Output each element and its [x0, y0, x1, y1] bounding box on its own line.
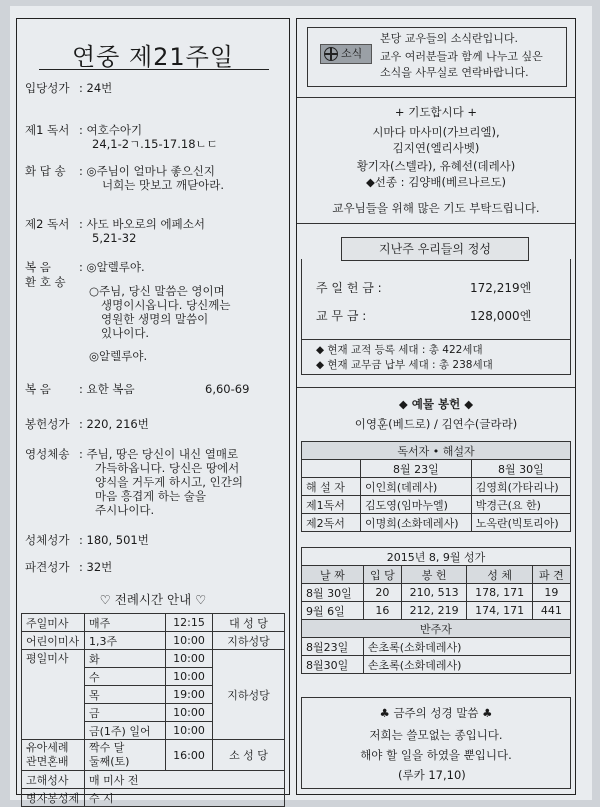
- hymns-cell: 174, 171: [467, 602, 532, 620]
- schedule-place: 대 성 당: [213, 614, 285, 632]
- schedule-freq: 수 시: [85, 789, 285, 807]
- alleluia-label2: 환 호 송: [25, 275, 66, 289]
- table-row: [302, 478, 571, 496]
- alleluia-line3: 생명이시옵니다. 당신께는: [101, 298, 231, 312]
- recessional-label: 파견성가: [25, 560, 70, 574]
- communion-prayer-line4: 마음 흥겹게 하는 술을: [95, 489, 206, 503]
- baptism-name1: 유아세례: [26, 741, 69, 754]
- news-line2: 교우 여러분들과 함께 나누고 싶은: [380, 50, 543, 63]
- table-row: [22, 771, 285, 789]
- reading1-ref: 24,1-2ㄱ.15-17.18ㄴㄷ: [92, 137, 218, 151]
- news-badge-label: 소식: [341, 47, 363, 60]
- hymns-cell: 210, 513: [401, 584, 466, 602]
- alleluia-line6: ◎알렐루야.: [89, 349, 148, 363]
- gospel-label: 복 음: [25, 382, 51, 396]
- schedule-freq: 매주: [85, 614, 166, 632]
- news-badge: [320, 44, 372, 64]
- offering-box: [301, 259, 571, 340]
- hymns-title: 2015년 8, 9월 성가: [302, 548, 571, 566]
- gospel-value: : 요한 복음: [79, 382, 135, 396]
- left-column: [16, 18, 290, 805]
- sunday-offering-value: 172,219엔: [470, 281, 532, 295]
- hymns-cell: 212, 219: [401, 602, 466, 620]
- communion-prayer-line5: 주시나이다.: [95, 503, 155, 517]
- schedule-name: 주일미사: [22, 614, 85, 632]
- schedule-time: 10:00: [166, 722, 213, 740]
- readers-date: 8월 30일: [471, 460, 570, 478]
- schedule-name: 어린이미사: [22, 632, 85, 650]
- server-title: 반주자: [302, 620, 571, 638]
- hymns-header: 입 당: [363, 566, 401, 584]
- table-row: [302, 548, 571, 566]
- verse-box: [301, 697, 571, 789]
- communion-prayer-line2: 가득하옵니다. 당신은 땅에서: [95, 461, 240, 475]
- alleluia-line4: 영원한 생명의 말씀이: [101, 312, 209, 326]
- reader-name: 이인희(데레사): [361, 478, 472, 496]
- reader-name: 노옥란(빅토리아): [471, 514, 570, 532]
- table-row: [22, 740, 285, 771]
- divider: [297, 97, 575, 98]
- schedule-freq: 목: [85, 686, 166, 704]
- schedule-title: ♡ 전례시간 안내 ♡: [99, 592, 207, 607]
- alleluia-line1: : ◎알렐루야.: [79, 260, 145, 274]
- prayer-line2: 김지연(엘리사벳): [392, 141, 480, 155]
- verse-ref: (루카 17,10): [398, 768, 466, 782]
- schedule-time: 19:00: [166, 686, 213, 704]
- verse-title: ♣ 금주의 성경 말씀 ♣: [379, 706, 493, 720]
- due-offering-value: 128,000엔: [470, 309, 532, 323]
- alleluia-line5: 있나이다.: [101, 326, 150, 340]
- hymns-header: 파 견: [532, 566, 570, 584]
- schedule-time: 10:00: [166, 668, 213, 686]
- reader-name: 김영희(가타리나): [471, 478, 570, 496]
- table-row: [302, 566, 571, 584]
- entrance-label: 입당성가: [25, 81, 70, 95]
- registry-box: [301, 339, 571, 375]
- readers-empty: [302, 460, 361, 478]
- reader-role: 제1독서: [302, 496, 361, 514]
- schedule-freq: 수: [85, 668, 166, 686]
- hymns-header: 성 체: [467, 566, 532, 584]
- reader-name: 박경근(요 한): [471, 496, 570, 514]
- offertory-label: 봉헌성가: [25, 417, 70, 431]
- reading1-label: 제1 독서: [25, 123, 70, 137]
- reading2-value: : 사도 바오로의 에페소서: [79, 217, 205, 231]
- hymns-cell: 16: [363, 602, 401, 620]
- hymns-cell: 20: [363, 584, 401, 602]
- table-row: [302, 496, 571, 514]
- alleluia-label1: 복 음: [25, 260, 51, 274]
- bulletin-page: [10, 6, 592, 805]
- hymns-cell: 441: [532, 602, 570, 620]
- registry-line1: ◆ 현재 교적 등록 세대 : 총 422세대: [316, 344, 483, 356]
- baptism-freq2: 둘째(토): [89, 755, 130, 768]
- hymns-cell: 19: [532, 584, 570, 602]
- table-row: [302, 514, 571, 532]
- offering-title: 지난주 우리들의 정성: [379, 242, 491, 256]
- readers-title: 독서자 • 해설자: [302, 442, 571, 460]
- schedule-time: 16:00: [166, 740, 213, 771]
- offering-title-box: [341, 237, 529, 261]
- reader-role: 제2독서: [302, 514, 361, 532]
- communion-hymn-value: : 180, 501번: [79, 533, 149, 547]
- table-row: [22, 614, 285, 632]
- server-name: 손초록(소화데레사): [363, 638, 570, 656]
- hymns-cell: 178, 171: [467, 584, 532, 602]
- schedule-freq: 1,3주: [85, 632, 166, 650]
- hymns-header: 봉 헌: [401, 566, 466, 584]
- news-line1: 본당 교우들의 소식란입니다.: [380, 32, 519, 45]
- reader-name: 이명희(소화데레사): [361, 514, 472, 532]
- cross-icon: [324, 47, 338, 61]
- gift-names: 이영훈(베드로) / 김연수(글라라): [354, 417, 518, 431]
- reading2-ref: 5,21-32: [92, 231, 137, 245]
- prayer-line5: 교우님들을 위해 많은 기도 부탁드립니다.: [332, 201, 540, 215]
- schedule-freq: [85, 740, 166, 771]
- communion-prayer-line1: : 주님, 땅은 당신이 내신 열매로: [79, 447, 239, 461]
- verse-line1: 저희는 쓸모없는 종입니다.: [369, 728, 503, 742]
- title-underline: [39, 69, 269, 70]
- baptism-name2: 관면혼배: [26, 755, 69, 768]
- due-offering-label: 교 무 금 :: [316, 309, 367, 323]
- table-row: [302, 656, 571, 674]
- divider: [297, 223, 575, 224]
- schedule-table: [21, 613, 285, 807]
- communion-prayer-line3: 양식을 거두게 하시고, 인간의: [95, 475, 243, 489]
- server-name: 손초록(소화데레사): [363, 656, 570, 674]
- baptism-freq1: 짝수 달: [89, 741, 125, 754]
- gift-title: ◆ 예물 봉헌 ◆: [398, 397, 474, 411]
- table-row: [302, 584, 571, 602]
- psalm-line2: 너희는 맛보고 깨닫아라.: [102, 178, 225, 192]
- schedule-name: 병자봉성체: [22, 789, 85, 807]
- table-row: [22, 789, 285, 807]
- table-row: [22, 650, 285, 668]
- prayer-line3: 황기자(스텔라), 유혜선(데레사): [356, 159, 516, 173]
- schedule-time: 12:15: [166, 614, 213, 632]
- schedule-time: 10:00: [166, 704, 213, 722]
- schedule-freq: 금(1주) 일어: [85, 722, 166, 740]
- reading1-value: : 여호수아기: [79, 123, 143, 137]
- reading2-label: 제2 독서: [25, 217, 70, 231]
- schedule-place: 지하성당: [213, 632, 285, 650]
- page-title: 연중 제21주일: [71, 43, 235, 71]
- table-row: [302, 602, 571, 620]
- divider: [297, 387, 575, 388]
- reader-name: 김도영(임마누엘): [361, 496, 472, 514]
- schedule-name: 평일미사: [22, 650, 85, 740]
- table-row: [302, 638, 571, 656]
- hymns-table: [301, 547, 571, 674]
- schedule-freq: 화: [85, 650, 166, 668]
- schedule-place: 소 성 당: [213, 740, 285, 771]
- hymns-header: 날 짜: [302, 566, 364, 584]
- reader-role: 해 설 자: [302, 478, 361, 496]
- table-row: [302, 442, 571, 460]
- entrance-value: : 24번: [79, 81, 113, 95]
- communion-hymn-label: 성체성가: [25, 533, 70, 547]
- registry-line2: ◆ 현재 교무금 납부 세대 : 총 238세대: [316, 359, 493, 371]
- prayer-title: + 기도합시다 +: [394, 105, 478, 119]
- news-line3: 소식을 사무실로 연락바랍니다.: [380, 66, 529, 79]
- hymns-cell: 8월 30일: [302, 584, 364, 602]
- right-column: [296, 18, 576, 795]
- table-row: [302, 620, 571, 638]
- table-row: [22, 632, 285, 650]
- schedule-name: [22, 740, 85, 771]
- sunday-offering-label: 주 일 헌 금 :: [316, 281, 382, 295]
- schedule-name: 고해성사: [22, 771, 85, 789]
- table-row: [302, 460, 571, 478]
- readers-date: 8월 23일: [361, 460, 472, 478]
- alleluia-line2: ○주님, 당신 말씀은 영이며: [89, 284, 225, 298]
- readers-table: [301, 441, 571, 532]
- schedule-freq: 매 미사 전: [85, 771, 285, 789]
- schedule-place: 지하성당: [213, 650, 285, 740]
- psalm-line1: : ◎주님이 얼마나 좋으신지: [79, 164, 215, 178]
- verse-line2: 해야 할 일을 하였을 뿐입니다.: [360, 748, 512, 762]
- schedule-freq: 금: [85, 704, 166, 722]
- communion-prayer-label: 영성체송: [25, 447, 70, 461]
- server-date: 8월30일: [302, 656, 364, 674]
- prayer-line4: ◆선종 : 김양배(베르나르도): [365, 175, 507, 189]
- gospel-ref: 6,60-69: [205, 382, 250, 396]
- schedule-time: 10:00: [166, 632, 213, 650]
- schedule-time: 10:00: [166, 650, 213, 668]
- prayer-line1: 시마다 마사미(가브리엘),: [372, 125, 500, 139]
- news-box: [307, 27, 567, 87]
- offertory-value: : 220, 216번: [79, 417, 149, 431]
- hymns-cell: 9월 6일: [302, 602, 364, 620]
- psalm-label: 화 답 송: [25, 164, 66, 178]
- server-date: 8월23일: [302, 638, 364, 656]
- recessional-value: : 32번: [79, 560, 113, 574]
